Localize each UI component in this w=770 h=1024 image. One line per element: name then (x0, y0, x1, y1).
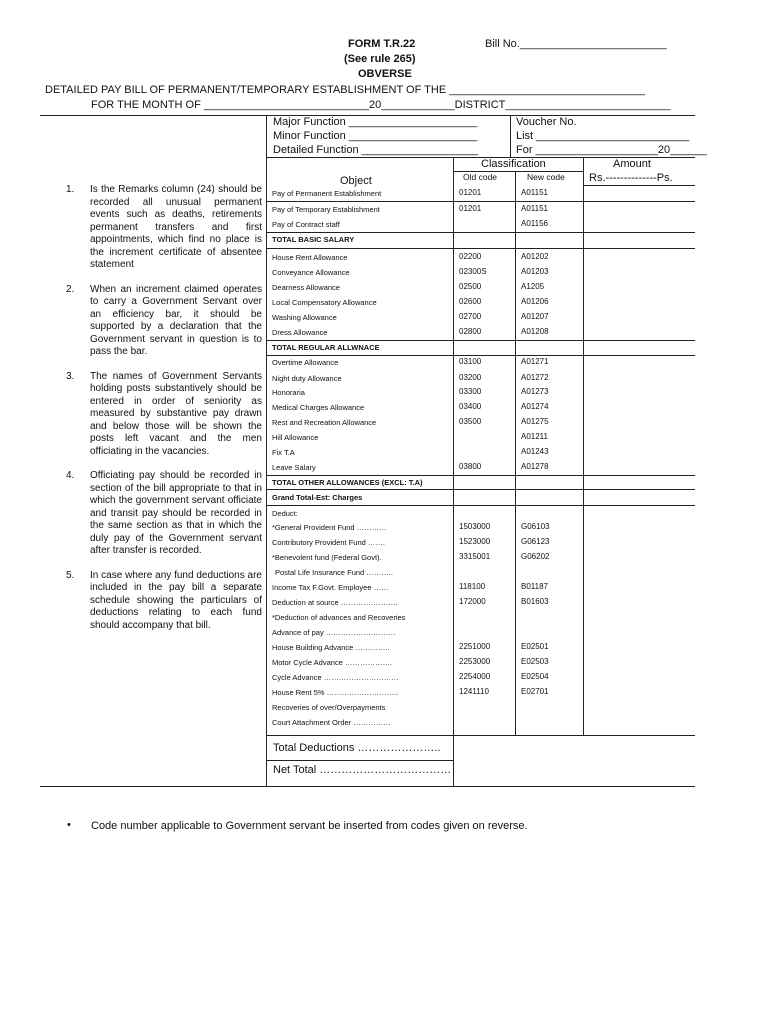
new-code: A01151 (521, 188, 548, 197)
code-divider (515, 171, 516, 735)
row-divider (266, 355, 695, 356)
new-code: A01203 (521, 267, 549, 276)
row-divider (266, 735, 695, 736)
old-code: 03300 (459, 387, 482, 396)
obverse-label: OBVERSE (358, 68, 412, 80)
object-heading: Object (340, 175, 372, 187)
major-function: Major Function _____________________ (273, 116, 478, 128)
table-row: House Building Advance ………….. (272, 643, 390, 652)
table-row: Honoraria (272, 388, 305, 397)
grand-total-est-charges: Grand Total-Est: Charges (272, 493, 363, 502)
row-divider (266, 201, 695, 202)
table-row: Pay of Temporary Establishment (272, 205, 380, 214)
old-code: 03200 (459, 373, 482, 382)
row-divider (266, 760, 453, 761)
new-code: B01187 (521, 582, 548, 591)
total-deductions: Total Deductions ………………….. (273, 742, 441, 754)
old-code: 02800 (459, 327, 482, 336)
detailed-function: Detailed Function ___________________ (273, 144, 478, 156)
row-divider (266, 475, 695, 476)
old-code: 03400 (459, 402, 482, 411)
old-code: 2254000 (459, 672, 491, 681)
new-code: A01207 (521, 312, 549, 321)
table-row: Overtime Allowance (272, 358, 339, 367)
voucher-list: List _________________________ (516, 130, 690, 142)
voucher-for: For ____________________20______ (516, 144, 707, 156)
amount-heading: Amount (613, 158, 651, 170)
voucher-no: Voucher No. (516, 116, 577, 128)
table-row: *Deduction of advances and Recoveries (272, 613, 406, 622)
month-district-line: FOR THE MONTH OF ___________________________20____________DISTRICT___________________________ (91, 99, 671, 111)
new-code: A01208 (521, 327, 549, 336)
old-code: 02200 (459, 252, 482, 261)
total-basic-salary: TOTAL BASIC SALARY (272, 235, 355, 244)
table-row: Court Attachment Order …………… (272, 718, 391, 727)
new-code: G06202 (521, 552, 550, 561)
new-code: E02701 (521, 687, 549, 696)
amount-underline (583, 185, 695, 186)
table-row: House Rent Allowance (272, 253, 348, 262)
row-divider (266, 505, 695, 506)
table-row: Medical Charges Allowance (272, 403, 365, 412)
voucher-divider (510, 115, 511, 157)
old-code: 03800 (459, 462, 482, 471)
table-row: Income Tax F.Govt. Employee …… (272, 583, 389, 592)
new-code: E02503 (521, 657, 549, 666)
old-code: 2251000 (459, 642, 491, 651)
note-item: 2. When an increment claimed operates to carry a Government Servant over an efficiency bar, it should be supported by a declaration that the Government servant in question is to pass the bar. (66, 283, 262, 357)
old-code: 02500 (459, 282, 482, 291)
row-divider (266, 232, 695, 233)
old-code: 2253000 (459, 657, 491, 666)
table-row: Dearness Allowance (272, 283, 340, 292)
table-row: Advance of pay ………………………. (272, 628, 396, 637)
table-row: Local Compensatory Allowance (272, 298, 377, 307)
old-code: 03500 (459, 417, 482, 426)
new-code: A01275 (521, 417, 549, 426)
new-code: A01274 (521, 402, 549, 411)
old-code: 01201 (459, 188, 482, 197)
old-code-heading: Old code (463, 172, 498, 182)
new-code: A01211 (521, 432, 548, 441)
object-right-border (453, 157, 454, 787)
table-row: Postal Life Insurance Fund ……….. (275, 568, 393, 577)
table-row: *General Provident Fund ………… (272, 523, 387, 532)
footnote-text: Code number applicable to Government servant be inserted from codes given on reverse. (91, 820, 528, 832)
table-row: Motor Cycle Advance ………………. (272, 658, 393, 667)
note-item: 3. The names of Government Servants holding posts substantively should be entered in order of seniority as measured by substantive pay drawn and below those will be shown the posts left vacant and the men officiating in the vacancies. (66, 370, 262, 457)
new-code: A01151 (521, 204, 548, 213)
see-rule: (See rule 265) (344, 53, 416, 65)
table-row: Contributory Provident Fund ……. (272, 538, 385, 547)
table-row: Hill Allowance (272, 433, 319, 442)
table-row: Dress Allowance (272, 328, 328, 337)
object-left-border (266, 115, 267, 787)
new-code-heading: New code (527, 172, 565, 182)
new-code: A01272 (521, 373, 549, 382)
note-item: 4. Officiating pay should be recorded in section of the bill appropriate to that in which the government servant officiate and transit pay should be recorded in the same section as that in which the duly pay of the Government servant after transfer is recorded. (66, 470, 262, 556)
form-title: FORM T.R.22 (348, 38, 416, 50)
old-code: 1523000 (459, 537, 491, 546)
table-row: Conveyance Allowance (272, 268, 350, 277)
rs-ps-heading: Rs.--------------Ps. (589, 172, 673, 184)
table-row: Rest and Recreation Allowance (272, 418, 377, 427)
table-row: Leave Salary (272, 463, 316, 472)
footnote-bullet: • (67, 819, 71, 831)
new-code: B01603 (521, 597, 549, 606)
new-code: E02504 (521, 672, 549, 681)
new-code: G06123 (521, 537, 550, 546)
row-divider (266, 489, 695, 490)
old-code: 172000 (459, 597, 486, 606)
table-row: Deduction at source ………………….. (272, 598, 398, 607)
note-item: 5. In case where any fund deductions are included in the pay bill a separate schedule showing the particulars of deductions relating to each fund should accompany that bill. (66, 569, 262, 631)
table-row: Washing Allowance (272, 313, 337, 322)
new-code: E02501 (521, 642, 549, 651)
classification-heading: Classification (481, 158, 546, 170)
new-code: G06103 (521, 522, 550, 531)
table-row: Recoveries of over/Overpayments (272, 703, 386, 712)
new-code: A01202 (521, 252, 549, 261)
row-divider (266, 340, 695, 341)
deduct-label: Deduct: (272, 509, 298, 518)
new-code: A01156 (521, 219, 548, 228)
table-bottom-border (40, 786, 695, 787)
establishment-line: DETAILED PAY BILL OF PERMANENT/TEMPORARY ESTABLISHMENT OF THE ________________________________ (45, 84, 646, 96)
table-row: Cycle Advance ………………………… (272, 673, 399, 682)
old-code: 02300S (459, 267, 487, 276)
table-row: Night duty Allowance (272, 374, 342, 383)
new-code: A1205 (521, 282, 545, 291)
new-code: A01278 (521, 462, 549, 471)
table-row: House Rent 5% ……………………….. (272, 688, 399, 697)
old-code: 1241110 (459, 687, 489, 696)
amount-divider (583, 157, 584, 735)
new-code: A01271 (521, 357, 549, 366)
table-row: *Benevolent fund (Federal Govt). (272, 553, 382, 562)
old-code: 03100 (459, 357, 482, 366)
bill-no: Bill No.________________________ (485, 38, 667, 50)
net-total: Net Total ……………………………… (273, 764, 452, 776)
new-code: A01243 (521, 447, 549, 456)
old-code: 118100 (459, 582, 486, 591)
instruction-notes (66, 184, 262, 644)
old-code: 02700 (459, 312, 482, 321)
old-code: 3315001 (459, 552, 491, 561)
minor-function: Minor Function _____________________ (273, 130, 478, 142)
total-other-allowances: TOTAL OTHER ALLOWANCES (EXCL: T.A) (272, 478, 423, 487)
new-code: A01206 (521, 297, 549, 306)
old-code: 1503000 (459, 522, 491, 531)
old-code: 02600 (459, 297, 482, 306)
total-regular-allowance: TOTAL REGULAR ALLWNACE (272, 343, 380, 352)
table-row: Fix T.A (272, 448, 295, 457)
note-item: 1. Is the Remarks column (24) should be recorded all unusual permanent events such as deaths, retirements permanent transfers and first appointments, which find no place is the increment certificate of absentee statement (66, 184, 262, 270)
row-divider (266, 248, 695, 249)
old-code: 01201 (459, 204, 482, 213)
table-row: Pay of Permanent Establishment (272, 189, 382, 198)
new-code: A01273 (521, 387, 549, 396)
table-row: Pay of Contract staff (272, 220, 340, 229)
